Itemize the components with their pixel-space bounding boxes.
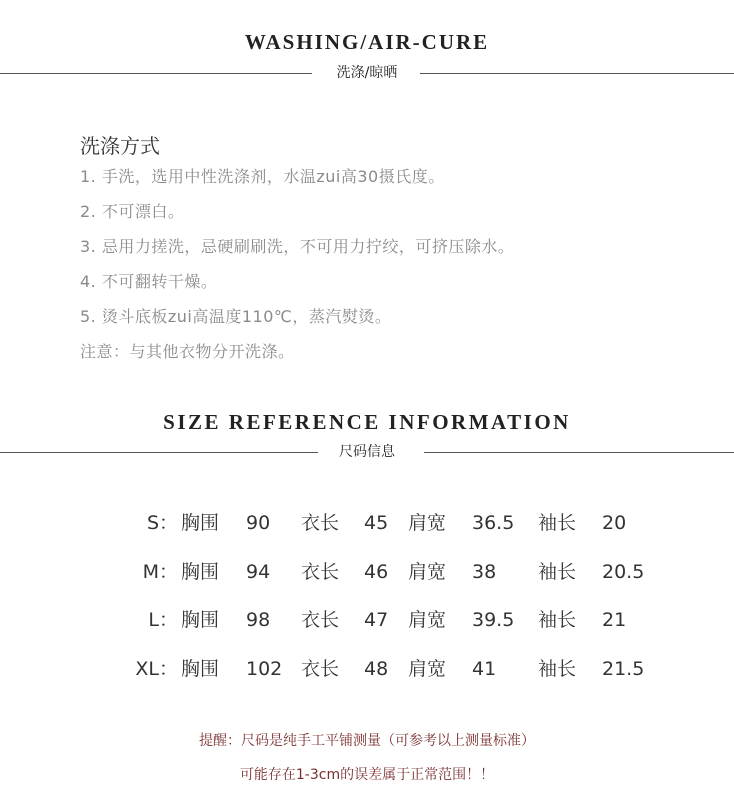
chest-value: 102: [246, 658, 283, 680]
divider-line-right: [420, 73, 734, 74]
chest-label: 胸围: [181, 561, 220, 583]
divider-line-right: [424, 452, 734, 453]
washing-instruction-item: 5. 烫斗底板zui高温度110℃，蒸汽熨烫。: [80, 307, 392, 326]
measurement-tolerance-note: 可能存在1-3cm的误差属于正常范围！！: [239, 767, 495, 783]
chest-label: 胸围: [181, 512, 220, 534]
shoulder-label: 肩宽: [408, 658, 447, 680]
sleeve-label: 袖长: [538, 512, 577, 534]
sleeve-value: 21: [602, 609, 627, 631]
sleeve-label: 袖长: [538, 561, 577, 583]
chest-value: 90: [246, 512, 271, 534]
length-value: 48: [364, 658, 389, 680]
size-label: S：: [146, 512, 178, 534]
washing-divider: [0, 63, 734, 83]
size-label: XL：: [135, 658, 178, 680]
chest-value: 94: [246, 561, 271, 583]
size-subtitle: 尺码信息: [339, 444, 395, 460]
size-title: SIZE REFERENCE INFORMATION: [163, 410, 571, 434]
chest-value: 98: [246, 609, 271, 631]
washing-instruction-item: 3. 忌用力搓洗，忌硬刷刷洗，不可用力拧绞，可挤压除水。: [80, 237, 515, 256]
length-label: 衣长: [301, 658, 340, 680]
sleeve-value: 20: [602, 512, 627, 534]
washing-method-heading: 洗涤方式: [80, 134, 160, 158]
length-label: 衣长: [301, 561, 340, 583]
size-row-m: [0, 554, 734, 590]
washing-title: WASHING/AIR-CURE: [244, 30, 490, 54]
length-label: 衣长: [301, 512, 340, 534]
washing-instruction-item: 4. 不可翻转干燥。: [80, 272, 218, 291]
chest-label: 胸围: [181, 609, 220, 631]
measurement-reminder: 提醒：尺码是纯手工平铺测量（可参考以上测量标准）: [199, 733, 535, 749]
shoulder-value: 41: [472, 658, 497, 680]
sleeve-value: 20.5: [602, 561, 645, 583]
shoulder-value: 36.5: [472, 512, 515, 534]
shoulder-value: 38: [472, 561, 497, 583]
shoulder-value: 39.5: [472, 609, 515, 631]
shoulder-label: 肩宽: [408, 609, 447, 631]
size-label: L：: [148, 609, 178, 631]
size-divider: [0, 442, 734, 462]
size-row-l: [0, 602, 734, 638]
washing-note: 注意：与其他衣物分开洗涤。: [80, 342, 295, 361]
washing-instruction-item: 2. 不可漂白。: [80, 202, 185, 221]
length-label: 衣长: [301, 609, 340, 631]
chest-label: 胸围: [181, 658, 220, 680]
sleeve-label: 袖长: [538, 609, 577, 631]
sleeve-label: 袖长: [538, 658, 577, 680]
size-row-s: [0, 505, 734, 541]
size-row-xl: [0, 651, 734, 687]
length-value: 46: [364, 561, 389, 583]
washing-subtitle: 洗涤/晾晒: [336, 65, 398, 81]
length-value: 47: [364, 609, 389, 631]
size-label: M：: [142, 561, 178, 583]
sleeve-value: 21.5: [602, 658, 645, 680]
length-value: 45: [364, 512, 389, 534]
shoulder-label: 肩宽: [408, 512, 447, 534]
washing-instruction-item: 1. 手洗，选用中性洗涤剂，水温zui高30摄氏度。: [80, 167, 445, 186]
shoulder-label: 肩宽: [408, 561, 447, 583]
washing-instructions-list: [80, 164, 514, 374]
